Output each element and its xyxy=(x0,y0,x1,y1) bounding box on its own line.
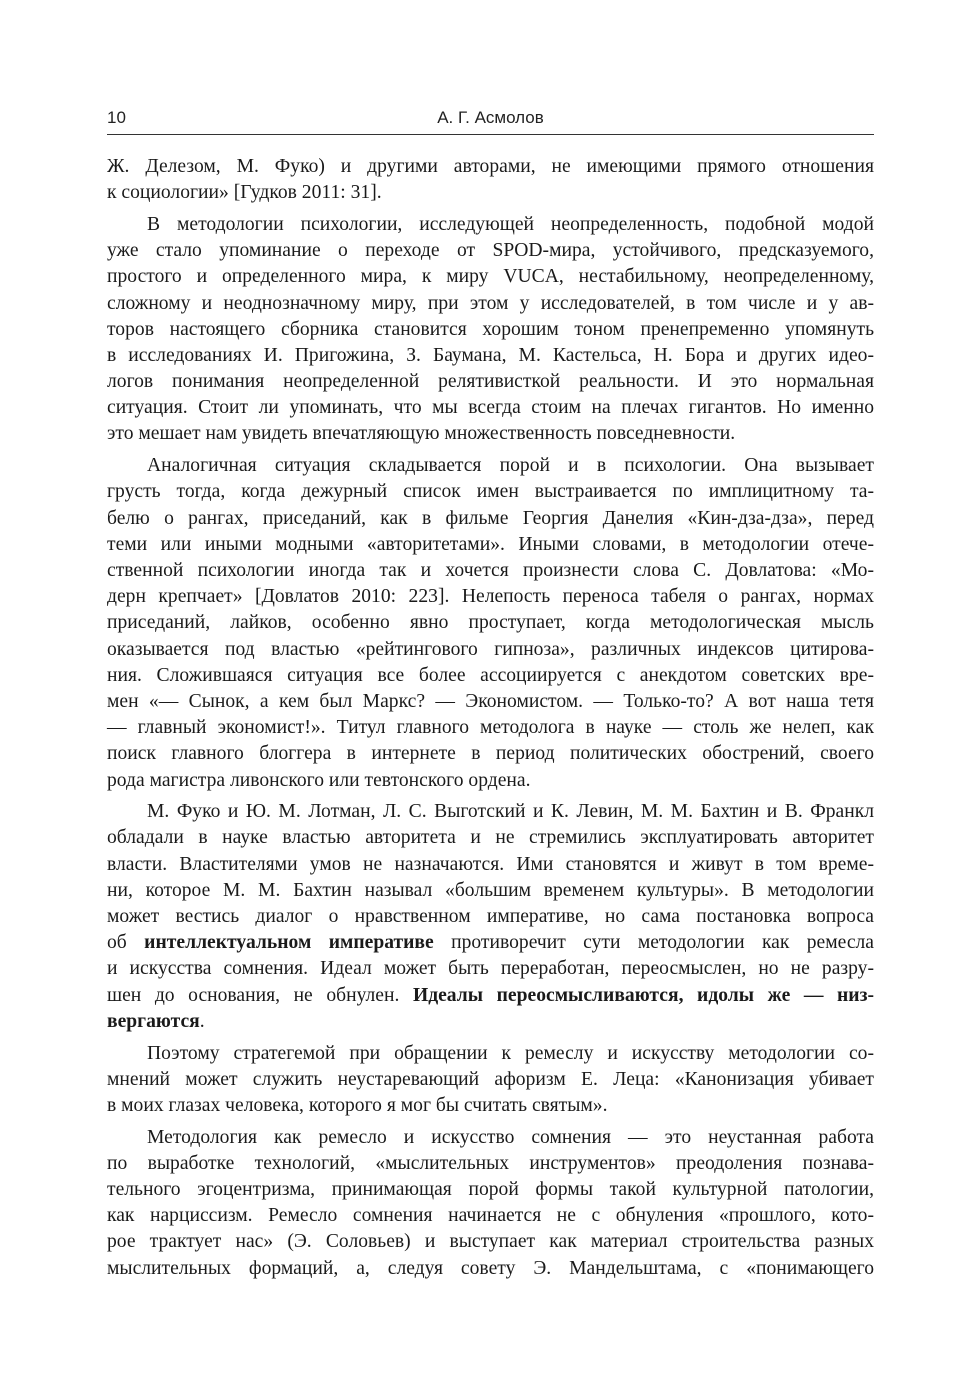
text-line: обладали в науке властью авторитета и не стремились эксплуатировать авторитет xyxy=(107,827,874,849)
text-line: шен до основания, не обнулен. Идеалы переосмысливаются, идолы же — низ- xyxy=(107,984,874,1006)
text-line: — главный экономист!». Титул главного методолога в науке — столь же нелеп, как xyxy=(107,717,874,739)
text-line: рода магистра ливонского или тевтонского ордена. xyxy=(107,769,531,791)
text-line: тельного эгоцентризма, принимающая порой формы такой культурной патологии, xyxy=(107,1179,874,1201)
text-line: мнений может служить неустаревающий афоризм Е. Леца: «Канонизация убивает xyxy=(107,1068,874,1090)
text-line: власти. Властителями умов не назначаются. Ими становятся и живут в том време- xyxy=(107,853,874,875)
text-line: об интеллектуальном императиве противоречит сути методологии как ремесла xyxy=(107,932,875,954)
text-line: уже стало упоминание о переходе от SPOD-мира, устойчивого, предсказуемого, xyxy=(107,240,874,262)
text-line: рое трактует нас» (Э. Соловьев) и выступает как материал строительства разных xyxy=(107,1231,874,1253)
text-line: в моих глазах человека, которого я мог бы считать святым». xyxy=(107,1094,608,1116)
text-line: Ж. Делезом, М. Фуко) и другими авторами, не имеющими прямого отношения xyxy=(107,156,874,177)
text-line: приседаний, лайков, особенно явно проступает, когда методологическая мысль xyxy=(107,612,874,634)
text-line: может вестись диалог о нравственном императиве, но сама постановка вопроса xyxy=(107,906,874,928)
text-line: В методологии психологии, исследующей неопределенность, подобной модой xyxy=(147,213,874,235)
text-line: оказывается под властью «рейтингового гипноза», различных индексов цитирова- xyxy=(107,638,874,660)
text-line: теми или иными модными «авторитетами». Иными словами, в методологии отече- xyxy=(107,533,874,555)
text-line: как нарциссизм. Ремесло сомнения начинается не с обнуления «прошлого, кото- xyxy=(107,1205,874,1227)
running-title: А. Г. Асмолов xyxy=(437,108,544,127)
text-line: логов понимания неопределенной релятивисткой реальности. И это нормальная xyxy=(107,371,874,393)
main-text xyxy=(107,154,874,1282)
text-line: ния. Сложившаяся ситуация все более ассоциируется с анекдотом советских вре- xyxy=(107,664,874,686)
text-line: мыслительных формаций, а, следуя совету Э. Мандельштама, с «понимающего xyxy=(107,1257,874,1279)
text-line: Поэтому стратегемой при обращении к ремеслу и искусству методологии со- xyxy=(147,1042,874,1064)
text-line: к социологии» [Гудков 2011: 31]. xyxy=(107,182,382,204)
text-line: Методология как ремесло и искусство сомнения — это неустанная работа xyxy=(147,1126,874,1148)
text-line: простого и определенного мира, к миру VUCA, нестабильному, неопределенному, xyxy=(107,266,874,288)
text-line: сложному и неоднозначному миру, при этом у исследователей, в том числе и у ав- xyxy=(107,292,874,314)
text-line: в исследованиях И. Пригожина, З. Баумана, М. Кастельса, Н. Бора и других идео- xyxy=(107,344,874,366)
text-line: ситуация. Стоит ли упоминать, что мы всегда стоим на плечах гигантов. Но именно xyxy=(107,397,874,419)
text-line: ни, которое М. М. Бахтин называл «большим временем культуры». В методологии xyxy=(107,879,874,901)
text-line: вергаются. xyxy=(107,1010,205,1032)
text-line: это мешает нам увидеть впечатляющую множественность повседневности. xyxy=(107,423,736,445)
bold-phrase: Идеалы переосмысливаются, идолы же — низ- xyxy=(412,984,874,1006)
page-number: 10 xyxy=(107,108,126,127)
text-line: Аналогичная ситуация складывается порой и в психологии. Она вызывает xyxy=(147,455,874,477)
page-header xyxy=(107,106,874,135)
text-line: поиск главного блоггера в интернете в период политических обострений, своего xyxy=(107,743,874,765)
text-line: М. Фуко и Ю. М. Лотман, Л. С. Выготский и К. Левин, М. М. Бахтин и В. Франкл xyxy=(147,801,874,823)
text-line: белю о рангах, приседаний, как в фильме Георгия Данелия «Кин-дза-дза», перед xyxy=(107,507,874,529)
bold-phrase: вергаются xyxy=(107,1010,200,1032)
text-line: мен «— Сынок, а кем был Маркс? — Экономистом. — Только-то? А вот наша тетя xyxy=(107,690,874,712)
text-line: ственной психологии иногда так и хочется произнести слова С. Довлатова: «Мо- xyxy=(107,560,874,581)
text-line: грусть тогда, когда дежурный список имен выстраивается по имплицитному та- xyxy=(107,481,874,503)
text-line: и искусства сомнения. Идеал может быть переработан, переосмыслен, но не разру- xyxy=(107,958,874,980)
text-line: по выработке технологий, «мыслительных инструментов» преодоления познава- xyxy=(107,1152,874,1174)
bold-term: интеллектуальном императиве xyxy=(144,932,434,954)
text-line: дерн крепчает» [Довлатов 2010: 223]. Нелепость переноса табеля о рангах, нормах xyxy=(107,586,874,608)
text-line: торов настоящего сборника становится хорошим тоном пренепременно упомянуть xyxy=(107,318,874,340)
